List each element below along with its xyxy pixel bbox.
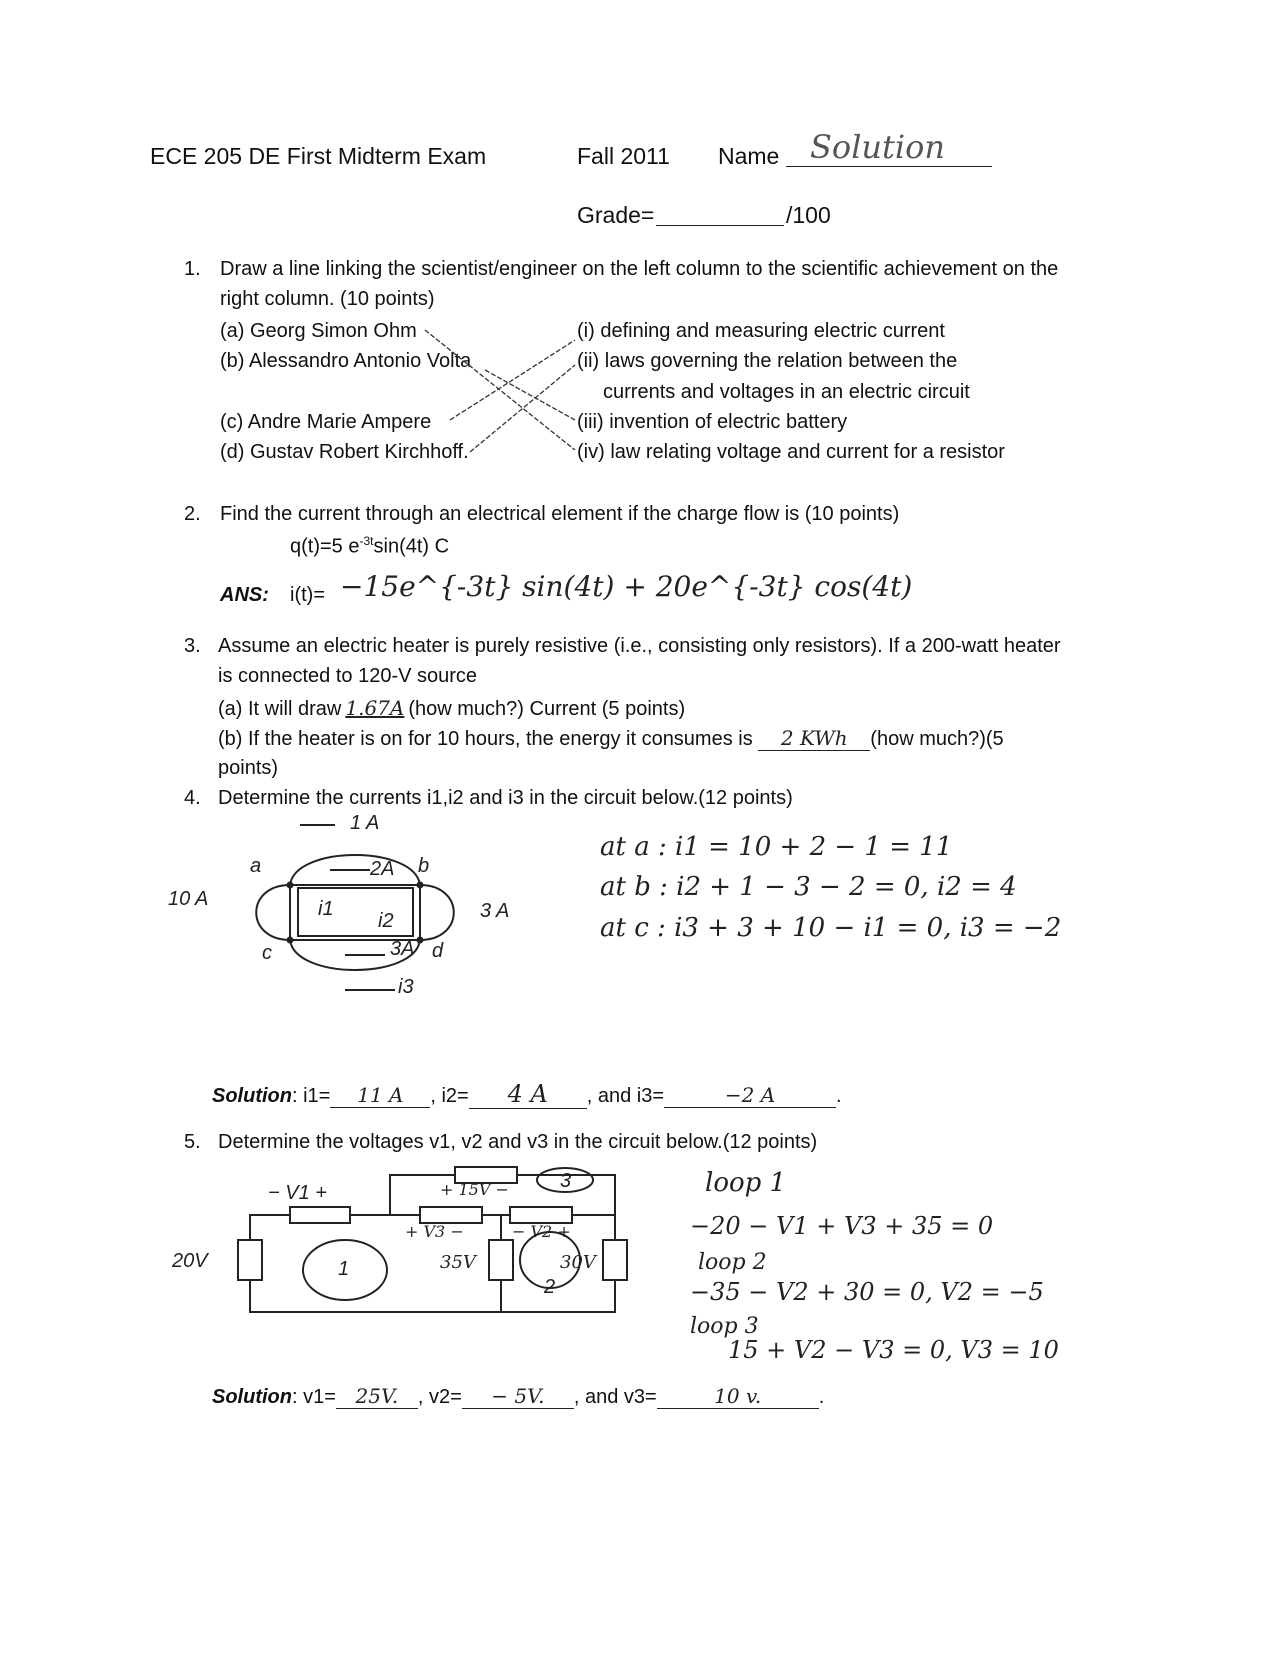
- q4-i3-label: and i3=: [597, 1085, 665, 1107]
- q4-label-top: 1 A: [350, 812, 380, 834]
- q5-resistor-v2: [510, 1207, 572, 1223]
- q2-eq-sup: -3t: [359, 534, 374, 548]
- q5-label-15v: + 15V −: [440, 1180, 509, 1199]
- q2-answer[interactable]: −15e^{-3t} sin(4t) + 20e^{-3t} cos(4t): [340, 570, 913, 603]
- q5-loop2-label: 2: [544, 1276, 556, 1298]
- q5-solution-row: Solution: v1= 25V. , v2= − 5V. , and v3= 10 v. .: [212, 1384, 825, 1408]
- q4-solution-row: Solution: i1= 11 A , i2= 4 A , and i3= −2 A .: [212, 1080, 842, 1108]
- q5-work-line1: loop 1: [705, 1168, 787, 1198]
- match-line-a-iv: [425, 330, 575, 450]
- q4-inner-box: [298, 888, 413, 936]
- q5-work-line5: loop 3: [690, 1314, 759, 1339]
- q5-source-35v: [489, 1240, 513, 1280]
- q3-a-post: (how much?) Current (5 points): [408, 698, 686, 720]
- q4-label-i3: i3: [398, 976, 414, 998]
- q5-loop1-label: 1: [338, 1258, 350, 1280]
- q5-source-30v: [603, 1240, 627, 1280]
- q4-label-right-source: 3 A: [480, 900, 510, 922]
- exam-title: ECE 205 DE First Midterm Exam: [150, 143, 487, 169]
- q4-i1-label: i1=: [303, 1085, 331, 1107]
- q2-eq-pre: q(t)=5 e: [290, 535, 360, 558]
- q3-b-post: (how much?)(5: [870, 728, 1004, 750]
- grade-label: Grade=: [577, 202, 655, 228]
- q3-part-a: [218, 696, 685, 721]
- q2-text: Find the current through an electrical element if the charge flow is (10 points): [220, 503, 900, 525]
- q5-source-20v: [238, 1240, 262, 1280]
- q2-ans-label: ANS:: [220, 584, 269, 606]
- match-line-b-iii: [485, 370, 575, 420]
- name-value[interactable]: Solution: [810, 128, 945, 166]
- q4-work-line3: at c : i3 + 3 + 10 − i1 = 0, i3 = −2: [600, 913, 1062, 943]
- name-label: Name: [718, 143, 780, 169]
- q4-solution-label: Solution: [212, 1085, 292, 1107]
- q5-work-line4: −35 − V2 + 30 = 0, V2 = −5: [690, 1278, 1044, 1306]
- q1-text-line2: right column. (10 points): [220, 288, 435, 310]
- q5-v3-label: and v3=: [584, 1386, 657, 1408]
- q4-i1-answer[interactable]: 11 A: [330, 1083, 430, 1108]
- q4-left-source: [256, 885, 290, 940]
- exam-term: Fall 2011: [577, 143, 670, 169]
- q5-wire-bottom: [250, 1280, 615, 1312]
- q1-right-iv: (iv) law relating voltage and current for a resistor: [577, 441, 1005, 463]
- q4-i2-label: i2=: [441, 1085, 469, 1107]
- q5-work-line3: loop 2: [698, 1250, 767, 1275]
- q4-label-b: b: [418, 855, 430, 877]
- q1-number: 1.: [184, 258, 201, 280]
- q4-label-c: c: [262, 942, 272, 964]
- q5-label-v1: − V1 +: [268, 1182, 327, 1204]
- q5-v2-answer[interactable]: − 5V.: [462, 1384, 574, 1409]
- q1-left-c: (c) Andre Marie Ampere: [220, 411, 432, 433]
- q5-resistor-v3: [420, 1207, 482, 1223]
- q1-left-d: (d) Gustav Robert Kirchhoff.: [220, 441, 469, 463]
- q3-a-pre: (a) It will draw: [218, 698, 342, 720]
- q5-label-30v: 30V: [560, 1252, 596, 1273]
- q1-right-i: (i) defining and measuring electric current: [577, 320, 945, 342]
- q1-text-line1: Draw a line linking the scientist/engineer on the left column to the scientific achievement on the: [220, 258, 1059, 280]
- q2-equation: [290, 534, 449, 559]
- q5-label-v2: − V2 +: [512, 1222, 571, 1241]
- q5-v3-answer[interactable]: 10 v.: [657, 1384, 819, 1409]
- q4-circuit: [256, 825, 454, 990]
- q5-number: 5.: [184, 1131, 201, 1153]
- grade-total: /100: [786, 202, 831, 228]
- q5-label-v3: + V3 −: [405, 1222, 464, 1241]
- q1-left-a: (a) Georg Simon Ohm: [220, 320, 417, 342]
- q3-part-b: [218, 726, 1004, 751]
- q4-work-line2: at b : i2 + 1 − 3 − 2 = 0, i2 = 4: [600, 872, 1017, 902]
- q3-b-pre: (b) If the heater is on for 10 hours, the energy it consumes is: [218, 728, 753, 750]
- q4-label-3a: 3A: [390, 938, 415, 960]
- q1-right-ii-cont: currents and voltages in an electric circuit: [603, 381, 970, 403]
- q4-work-line1: at a : i1 = 10 + 2 − 1 = 11: [600, 832, 953, 862]
- q5-v1-label: v1=: [303, 1386, 336, 1408]
- q5-work-line2: −20 − V1 + V3 + 35 = 0: [690, 1212, 994, 1240]
- q4-i3-answer[interactable]: −2 A: [664, 1083, 836, 1108]
- q4-label-2a: 2A: [370, 858, 395, 880]
- q4-i2-answer[interactable]: 4 A: [469, 1080, 587, 1109]
- q3-b-answer[interactable]: 2 KWh: [758, 726, 870, 751]
- q5-v1-answer[interactable]: 25V.: [336, 1384, 418, 1409]
- q4-label-i2: i2: [378, 910, 394, 932]
- q4-number: 4.: [184, 787, 201, 809]
- q3-a-answer[interactable]: 1.67A: [345, 696, 405, 720]
- q4-label-left-source: 10 A: [168, 888, 209, 910]
- q5-solution-label: Solution: [212, 1386, 292, 1408]
- q4-right-source: [420, 885, 454, 940]
- q5-v2-label: v2=: [429, 1386, 462, 1408]
- q4-label-d: d: [432, 940, 444, 962]
- q5-label-20v: 20V: [172, 1250, 208, 1272]
- q4-text: Determine the currents i1,i2 and i3 in the circuit below.(12 points): [218, 787, 793, 809]
- q4-label-a: a: [250, 855, 262, 877]
- q5-text: Determine the voltages v1, v2 and v3 in the circuit below.(12 points): [218, 1131, 818, 1153]
- q3-b-line2: points): [218, 757, 279, 779]
- q5-wire-left-top: [250, 1215, 290, 1240]
- q4-label-i1: i1: [318, 898, 334, 920]
- q2-eq-post: sin(4t) C: [373, 535, 450, 558]
- q5-label-35v: 35V: [440, 1252, 476, 1273]
- q5-work-line6: 15 + V2 − V3 = 0, V3 = 10: [728, 1336, 1059, 1364]
- q3-text-line2: is connected to 120-V source: [218, 665, 478, 687]
- q1-right-ii: (ii) laws governing the relation between the: [577, 350, 958, 372]
- q3-text-line1: Assume an electric heater is purely resistive (i.e., consisting only resistors). If a 200-watt heater: [218, 635, 1061, 657]
- q3-number: 3.: [184, 635, 201, 657]
- q2-number: 2.: [184, 503, 201, 525]
- q1-right-iii: (iii) invention of electric battery: [577, 411, 848, 433]
- q5-loop3-label: 3: [560, 1170, 572, 1192]
- q2-ans-var: i(t)=: [290, 584, 325, 606]
- q1-left-b: (b) Alessandro Antonio Volta: [220, 350, 472, 372]
- q5-resistor-v1: [290, 1207, 350, 1223]
